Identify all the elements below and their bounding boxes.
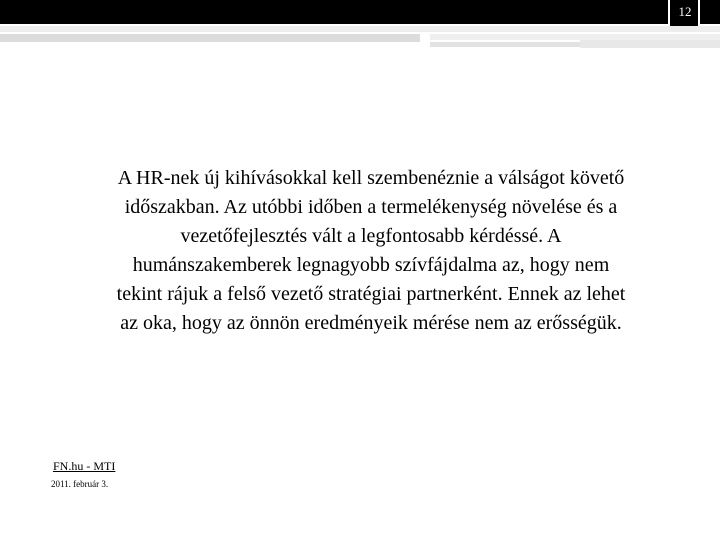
body-line: A HR-nek új kihívásokkal kell szembenéznie a válságot követő [117,167,625,189]
source-date: 2011. február 3. [51,479,109,489]
body-line: vezetőfejlesztés vált a legfontosabb kérdéssé. A [180,225,562,247]
body-line: tekint rájuk a felső vezető stratégiai partnerként. Ennek az lehet [116,283,626,305]
body-line: humánszakemberek legnagyobb szívfájdalma az, hogy nem [132,254,610,276]
header-stripe [430,42,580,47]
source-link[interactable]: FN.hu - MTI [53,459,116,473]
header-stripe [0,34,420,42]
header-stripe [0,26,720,32]
body-line: időszakban. Az utóbbi időben a termelékenység növelése és a [124,196,618,218]
header-bar [0,0,720,24]
page-number: 12 [678,4,692,19]
body-line: az oka, hogy az önnön eredményeik mérése nem az erősségük. [120,312,622,334]
header-stripe [580,40,720,48]
body-paragraph [58,164,684,338]
